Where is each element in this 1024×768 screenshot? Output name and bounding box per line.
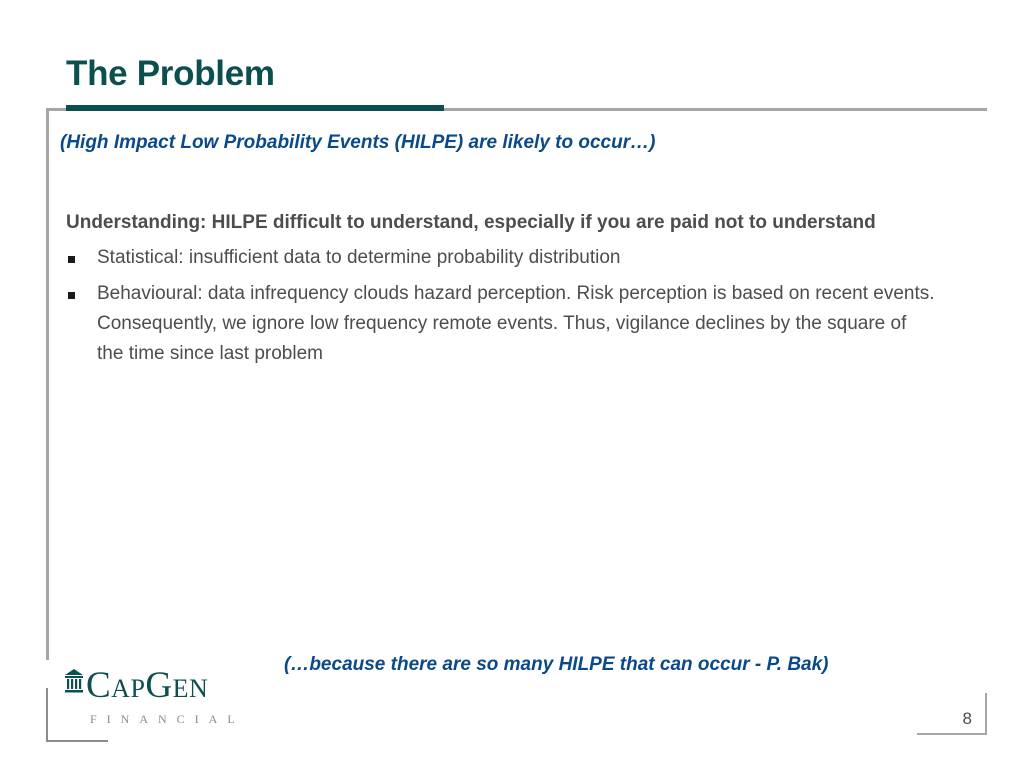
page-number-frame-horizontal: [917, 733, 987, 735]
left-border-line: [46, 108, 49, 660]
slide-subtitle: (High Impact Low Probability Events (HILPE) are likely to occur…): [60, 132, 656, 153]
content-heading: Understanding: HILPE difficult to understand, especially if you are paid not to understand: [66, 212, 876, 233]
company-logo: [64, 666, 244, 736]
bottom-left-corner-vertical: [46, 688, 48, 742]
building-columns-icon: [64, 668, 84, 694]
logo-wordmark: CapGen: [86, 665, 209, 706]
page-number: 8: [962, 709, 972, 728]
bullet-item: [66, 243, 936, 273]
bullet-text: Statistical: insufficient data to determine probability distribution: [97, 247, 621, 268]
bullet-text: Behavioural: data infrequency clouds hazard perception. Risk perception is based on recent events. Consequently, we ignore low frequency remote events. Thus, vigilance declines by the square of the time since last problem: [97, 283, 935, 364]
bottom-left-corner-horizontal: [46, 740, 108, 742]
bullet-item: [66, 279, 936, 369]
logo-subtitle: FINANCIAL: [90, 712, 245, 726]
slide-title: The Problem: [66, 54, 275, 93]
bullet-list: [66, 243, 936, 369]
square-bullet-icon: [68, 292, 75, 299]
title-accent-bar: [66, 105, 444, 111]
closing-quote: (…because there are so many HILPE that can occur - P. Bak): [284, 654, 829, 675]
square-bullet-icon: [68, 256, 75, 263]
page-number-frame-vertical: [985, 693, 987, 735]
slide-content: [66, 208, 936, 375]
